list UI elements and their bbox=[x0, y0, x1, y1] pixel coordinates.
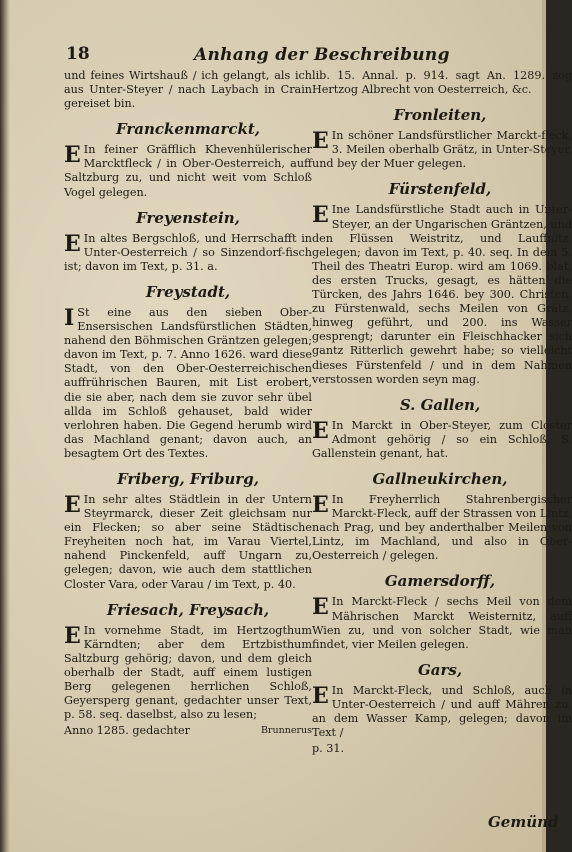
drop-initial: E bbox=[312, 594, 329, 621]
entry-text: E Ine Landsfürstliche Stadt auch in Unter-Steyer, an der Ungarischen Gräntzen, und den Flüssen Weistritz, und Lauffnitz, gelegen; davon im Text, p. 40. seq. In dem 5. Theil des Theatri Europ. wird am 1069. blat, des ersten Trucks, gesagt, es hätten die Türcken, des Jahrs 1646. bey 300. Christen, zu Fürstenwald, sechs Meilen von Grätz, hinweg geführt, und 200. ins Wasser gesprengt; darunter ein Fleischhacker sich gantz Ritterlich gewehrt habe; so vielleicht dieses Fürstenfeld / und in dem Nahmen verstossen worden seyn mag. bbox=[312, 202, 572, 386]
drop-initial: E bbox=[64, 230, 81, 257]
drop-initial: E bbox=[312, 202, 329, 229]
drop-initial: E bbox=[312, 491, 329, 518]
entry-text: E In feiner Gräfflich Khevenhülerischer Marcktfleck / in Ober-Oesterreich, auff Saltzburg zu, und nicht weit vom Schloß Vogel gelegen. bbox=[64, 142, 312, 199]
page-number: 18 bbox=[66, 44, 90, 64]
drop-initial: E bbox=[64, 491, 81, 518]
entry-title: Friberg, Friburg, bbox=[117, 469, 259, 488]
right-column bbox=[312, 69, 572, 758]
entry-text: E In Marckt-Fleck / sechs Meil von dem Mährischen Marckt Weisternitz, auff Wien zu, und von solcher Stadt, wie man findet, vier Meilen gelegen. bbox=[312, 594, 572, 651]
entry-title: Gars, bbox=[417, 660, 463, 679]
binding-shadow bbox=[0, 0, 10, 852]
entry-title: Franckenmarckt, bbox=[115, 120, 261, 139]
left-intro: und feines Wirtshauß / ich gelangt, als ich aus Unter-Steyer / nach Laybach in Crain gereiset bin. bbox=[64, 69, 312, 111]
drop-initial: I bbox=[64, 304, 75, 331]
entry-text: E In Freyherrlich Stahrenbergischer Marckt-Fleck, auff der Strassen von Lintz, nach Prag, und bey anderthalber Meilen von Lintz, im Machland, und also in Ober-Oesterreich / gelegen. bbox=[312, 491, 572, 563]
entry-title: Friesach, Freysach, bbox=[106, 600, 270, 619]
entry-text: E In schöner Landsfürstlicher Marckt-fleck, 3. Meilen oberhalb Grätz, in Unter-Steyer, und bey der Muer gelegen. bbox=[312, 128, 572, 171]
entry-title: S. Gallen, bbox=[399, 395, 481, 414]
entry-title: Freystadt, bbox=[145, 282, 231, 301]
entry-title: Fürstenfeld, bbox=[388, 180, 492, 199]
entry-title: Freyenstein, bbox=[136, 208, 240, 227]
entry-last-line: Anno 1285. gedachter Brunnerus bbox=[64, 724, 312, 738]
entry-text: E In Marckt-Fleck, und Schloß, auch in Unter-Oesterreich / und auff Mähren zu, an dem Wasser Kamp, gelegen; davon im Text / bbox=[312, 682, 572, 740]
entry-title: Gallneukirchen, bbox=[372, 469, 508, 488]
drop-initial: E bbox=[312, 682, 329, 709]
entry-text: E In altes Bergschloß, und Herrschafft in Unter-Oesterreich / so Sinzendorf-fisch ist; davon im Text, p. 31. a. bbox=[64, 230, 312, 273]
entry-text: E In Marckt in Ober-Steyer, zum Closter Admont gehörig / so ein Schloß, S. Gallenstein genant, hat. bbox=[312, 417, 572, 460]
drop-initial: E bbox=[312, 417, 329, 444]
right-intro: lib. 15. Annal. p. 914. sagt An. 1289. zog Hertzog Albrecht von Oesterreich, &c. bbox=[312, 69, 572, 97]
entry-text: E In vornehme Stadt, im Hertzogthum Kärndten; aber dem Ertzbisthum Saltzburg gehörig; davon, und dem gleich oberhalb der Stadt, auff einem lustigen Berg gelegenen herrlichen Schloß, Geyersperg genant, gedachter unser Text, p. 58. seq. daselbst, also zu lesen; bbox=[64, 622, 312, 722]
entry-text: I St eine aus den sieben Ober-Ensersischen Landsfürstlichen Städten, nahend den Böhmischen Gräntzen gelegen; davon im Text, p. 7. Anno 1626. ward diese Stadt, von den Ober-Oesterreichischen auffrührischen Bauren, mit List erobert, die sie aber, nach dem sie zuvor sehr übel allda im Schloß gehauset, bald wider verlohren haben. Die Gegend herumb wird das Machland genant; davon auch, an besagtem Ort des Textes. bbox=[64, 304, 312, 460]
page-header bbox=[66, 44, 546, 68]
left-column bbox=[64, 69, 312, 740]
page-reference: p. 31. bbox=[312, 742, 345, 756]
entry-title: Gamersdorff, bbox=[384, 572, 496, 591]
catchword: Gemünd bbox=[488, 813, 559, 831]
drop-initial: E bbox=[64, 622, 81, 649]
drop-initial: E bbox=[312, 128, 329, 155]
running-title: Anhang der Beschreibung bbox=[194, 45, 450, 65]
entry-title: Fronleiten, bbox=[393, 106, 487, 125]
drop-initial: E bbox=[64, 142, 81, 169]
entry-text: E In sehr altes Städtlein in der Untern Steyrmarck, dieser Zeit gleichsam nur ein Flecken; so aber seine Städtische Freyheiten noch hat, im Varau Viertel, nahend Pinckenfeld, auff Ungarn zu, gelegen; davon, wie auch dem stattlichen Closter Vara, oder Varau / im Text, p. 40. bbox=[64, 491, 312, 591]
